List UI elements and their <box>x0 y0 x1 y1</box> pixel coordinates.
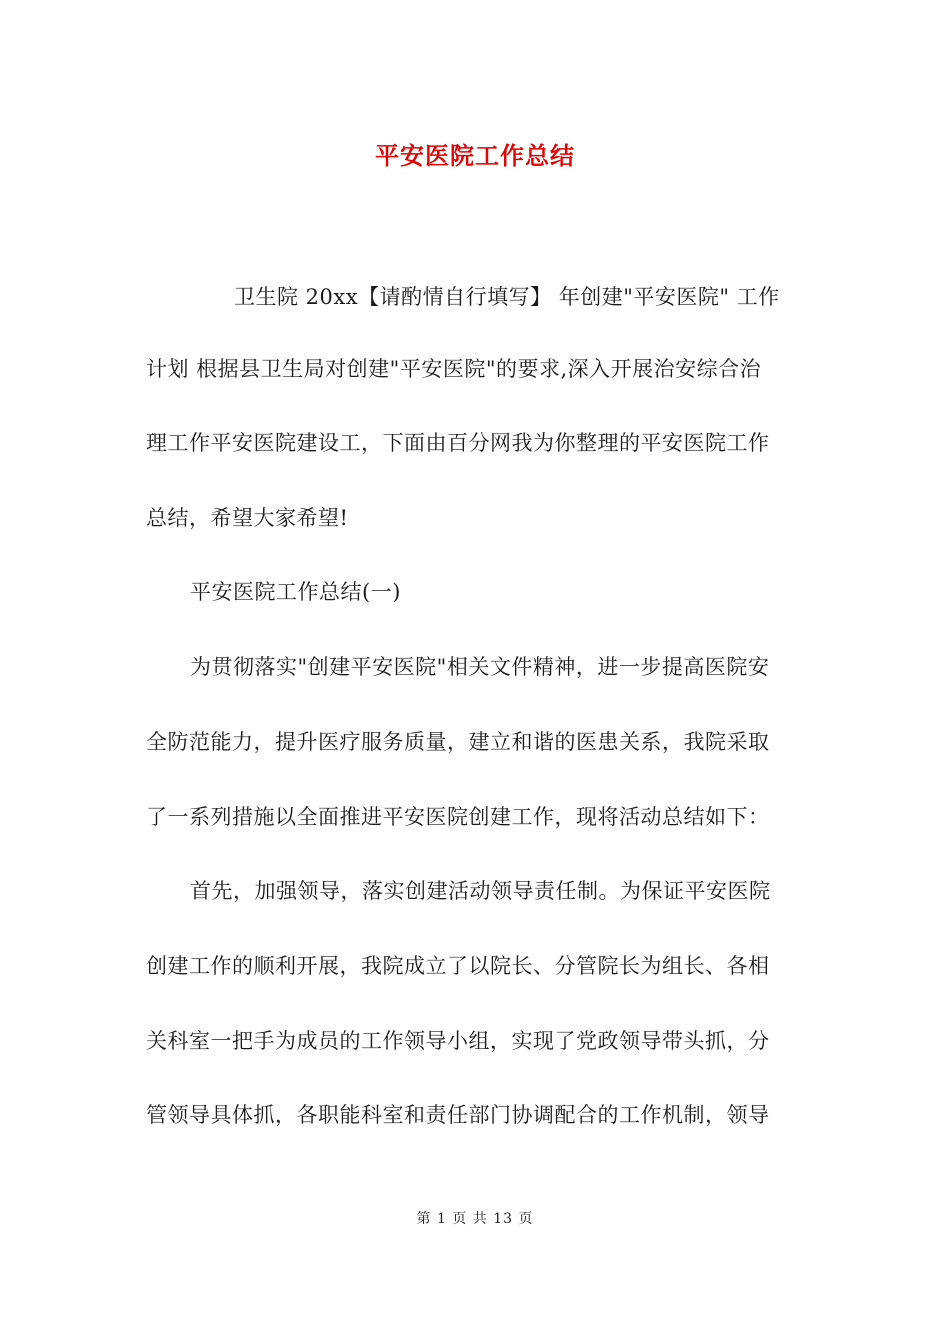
paragraph-line: 计划 根据县卫生局对创建"平安医院"的要求,深入开展治安综合治 <box>146 357 762 381</box>
document-title: 平安医院工作总结 <box>375 141 575 170</box>
paragraph-line: 总结，希望大家希望! <box>146 506 349 530</box>
paragraph-line: 全防范能力，提升医疗服务质量，建立和谐的医患关系，我院采取 <box>146 730 770 754</box>
paragraph-line: 理工作平安医院建设工，下面由百分网我为你整理的平安医院工作 <box>146 431 770 455</box>
paragraph-line: 首先，加强领导，落实创建活动领导责任制。为保证平安医院 <box>190 879 771 903</box>
paragraph-line: 管领导具体抓，各职能科室和责任部门协调配合的工作机制，领导 <box>146 1103 770 1127</box>
paragraph-line: 卫生院 20xx【请酌情自行填写】 年创建"平安医院" 工作 <box>234 285 780 309</box>
page-number: 第 1 页 共 13 页 <box>416 1211 534 1227</box>
paragraph-line: 关科室一把手为成员的工作领导小组，实现了党政领导带头抓，分 <box>146 1029 770 1053</box>
paragraph-line: 为贯彻落实"创建平安医院"相关文件精神，进一步提高医院安 <box>190 655 770 679</box>
section-heading: 平安医院工作总结(一) <box>190 580 401 604</box>
paragraph-line: 了一系列措施以全面推进平安医院创建工作，现将活动总结如下： <box>146 805 770 829</box>
paragraph-line: 创建工作的顺利开展，我院成立了以院长、分管院长为组长、各相 <box>146 954 770 978</box>
